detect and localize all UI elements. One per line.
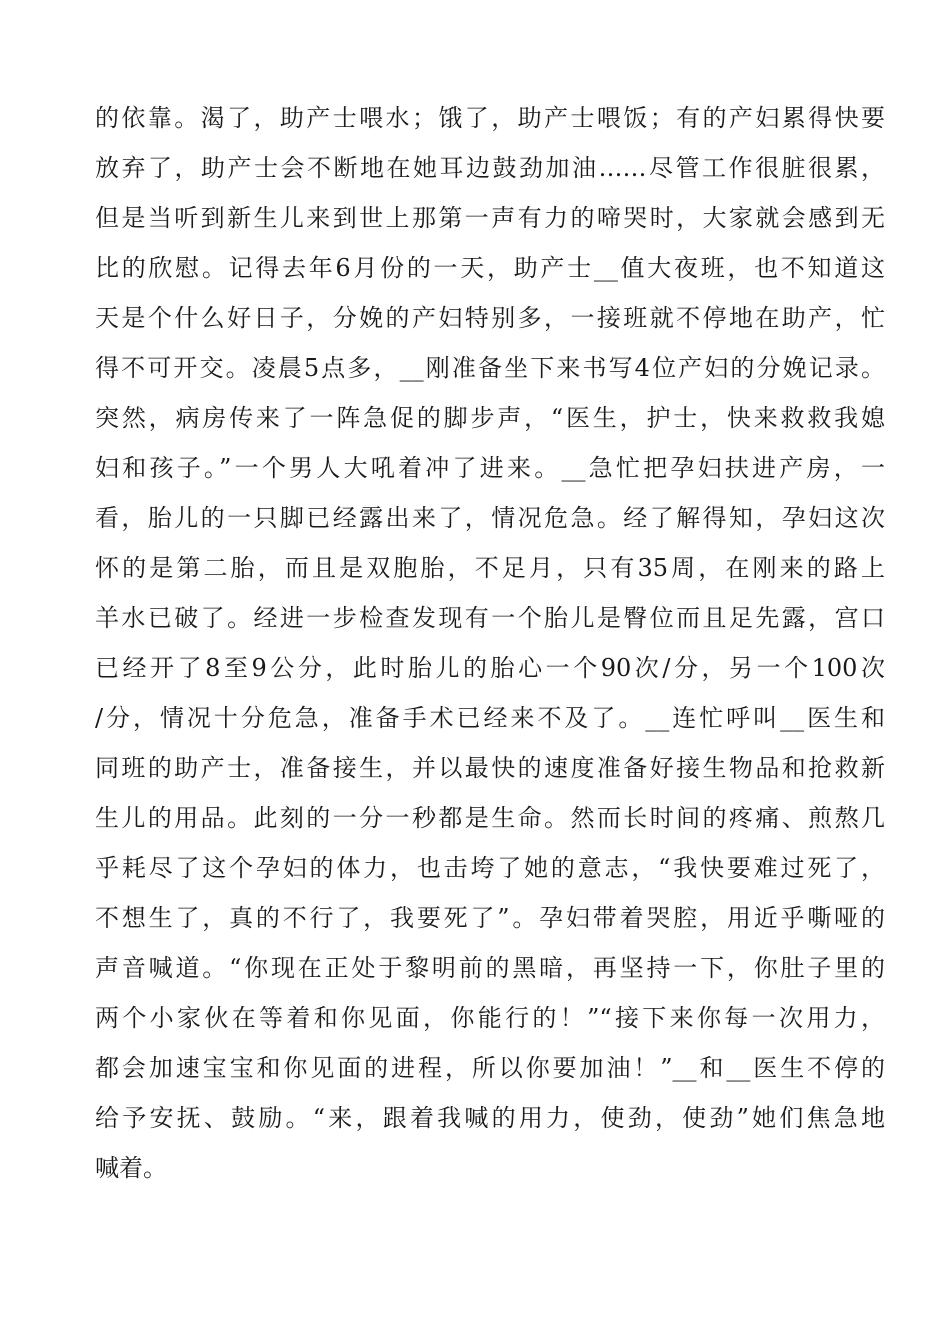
text-line: 喊着。	[95, 1154, 167, 1182]
text-line: 怀的是第二胎，而且是双胞胎，不足月，只有35周，在刚来的路上	[95, 554, 885, 582]
text-line: /分，情况十分危急，准备手术已经来不及了。__连忙呼叫__医生和	[95, 704, 885, 732]
text-line: 比的欣慰。记得去年6月份的一天，助产士__值大夜班，也不知道这	[95, 254, 885, 282]
text-line: 给予安抚、鼓励。“来，跟着我喊的用力，使劲，使劲”她们焦急地	[95, 1104, 885, 1132]
text-line: 同班的助产士，准备接生，并以最快的速度准备好接生物品和抢救新	[95, 754, 885, 782]
text-line: 声音喊道。“你现在正处于黎明前的黑暗，再坚持一下，你肚子里的	[95, 954, 885, 982]
text-line: 妇和孩子。”一个男人大吼着冲了进来。__急忙把孕妇扶进产房，一	[95, 454, 885, 482]
text-line: 看，胎儿的一只脚已经露出来了，情况危急。经了解得知，孕妇这次	[95, 504, 885, 532]
text-line: 两个小家伙在等着和你见面，你能行的！”“接下来你每一次用力，	[95, 1004, 885, 1032]
text-line: 羊水已破了。经进一步检查发现有一个胎儿是臀位而且足先露，宫口	[95, 604, 885, 632]
text-line: 生儿的用品。此刻的一分一秒都是生命。然而长时间的疼痛、煎熬几	[95, 804, 885, 832]
text-line: 都会加速宝宝和你见面的进程，所以你要加油！”__和__医生不停的	[95, 1054, 885, 1082]
body-text	[95, 93, 885, 1193]
text-line: 放弃了，助产士会不断地在她耳边鼓劲加油……尽管工作很脏很累，	[95, 154, 885, 182]
text-line: 不想生了，真的不行了，我要死了”。孕妇带着哭腔，用近乎嘶哑的	[95, 904, 885, 932]
text-line: 突然，病房传来了一阵急促的脚步声，“医生，护士，快来救救我媳	[95, 404, 885, 432]
text-line: 得不可开交。凌晨5点多，__刚准备坐下来书写4位产妇的分娩记录。	[95, 354, 885, 382]
text-line: 的依靠。渴了，助产士喂水；饿了，助产士喂饭；有的产妇累得快要	[95, 104, 885, 132]
text-line: 乎耗尽了这个孕妇的体力，也击垮了她的意志，“我快要难过死了，	[95, 854, 885, 882]
text-line: 但是当听到新生儿来到世上那第一声有力的啼哭时，大家就会感到无	[95, 204, 885, 232]
text-line: 已经开了8至9公分，此时胎儿的胎心一个90次/分，另一个100次	[95, 654, 885, 682]
text-line: 天是个什么好日子，分娩的产妇特别多，一接班就不停地在助产，忙	[95, 304, 885, 332]
